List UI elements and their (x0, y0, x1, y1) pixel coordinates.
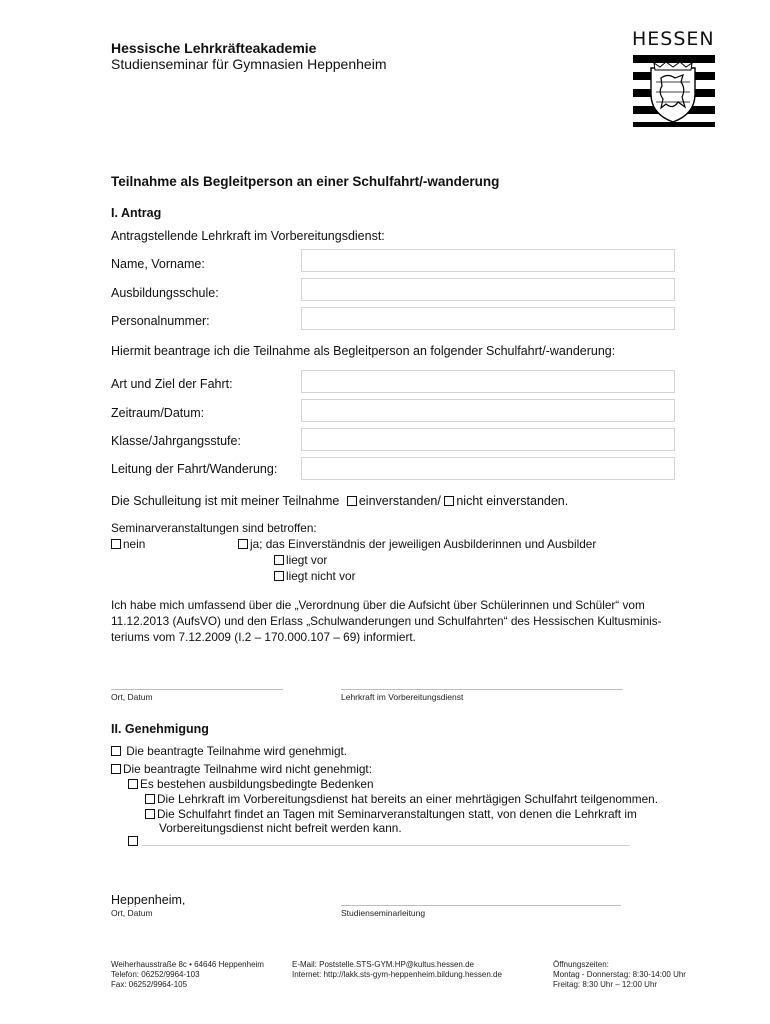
footer-hours (553, 960, 686, 990)
consent-yes-checkbox[interactable] (347, 496, 357, 506)
period-label: Zeitraum/Datum: (111, 406, 205, 420)
footer-address (111, 960, 264, 990)
request-text: Hiermit beantrage ich die Teilnahme als Begleitperson an folgender Schulfahrt/-wanderung: (111, 344, 616, 358)
not-approved-checkbox[interactable] (111, 764, 121, 774)
seminar-days-option (145, 807, 637, 822)
not-approved-option (111, 762, 372, 777)
liegt-nicht-vor-option (274, 569, 356, 584)
form-title: Teilnahme als Begleitperson an einer Schulfahrt/-wanderung (111, 174, 500, 189)
hessen-logo-text: HESSEN (632, 28, 715, 50)
org-name: Hessische Lehrkräfteakademie (111, 40, 317, 56)
footer-hours-title: Öffnungszeiten: (553, 960, 609, 969)
approval-place-date-line[interactable] (111, 905, 283, 906)
other-reason-option (128, 834, 140, 849)
trip-destination-input[interactable] (301, 370, 675, 393)
footer-email[interactable]: E-Mail: Poststelle.STS-GYM.HP@kultus.hessen.de (292, 960, 474, 969)
approved-option (111, 744, 347, 759)
personnel-number-input[interactable] (301, 307, 675, 330)
place-date-caption: Ort, Datum (111, 692, 153, 702)
class-label: Klasse/Jahrgangsstufe: (111, 434, 241, 448)
statement-line-3: teriums vom 7.12.2009 (I.2 – 170.000.107 – 69) informiert. (111, 630, 416, 644)
other-reason-line[interactable] (142, 845, 630, 846)
section-2-heading: II. Genehmigung (111, 722, 209, 736)
consent-no-label: nicht einverstanden. (456, 494, 569, 508)
footer-website[interactable]: Internet: http://lakk.sts-gym-heppenheim.bildung.hessen.de (292, 970, 502, 979)
not-approved-label: Die beantragte Teilnahme wird nicht genehmigt: (123, 762, 372, 776)
consent-prefix: Die Schulleitung ist mit meiner Teilnahme (111, 494, 340, 508)
other-reason-checkbox[interactable] (128, 836, 138, 846)
consent-no-checkbox[interactable] (444, 496, 454, 506)
seminar-ja-option (238, 537, 596, 552)
liegt-vor-label: liegt vor (286, 553, 328, 567)
consent-yes-label: einverstanden/ (358, 494, 441, 508)
seminar-nein-checkbox[interactable] (111, 539, 121, 549)
seminar-leader-caption: Studienseminarleitung (341, 908, 426, 918)
footer-address-line: Weiherhausstraße 8c • 64646 Heppenheim (111, 960, 264, 969)
org-subtitle: Studienseminar für Gymnasien Heppenheim (111, 56, 387, 72)
liegt-nicht-vor-label: liegt nicht vor (286, 569, 356, 583)
seminar-days-checkbox[interactable] (145, 809, 155, 819)
teacher-signature-line[interactable] (341, 689, 623, 690)
already-participated-option (145, 792, 658, 807)
footer-phone: Telefon: 06252/9964-103 (111, 970, 200, 979)
concerns-checkbox[interactable] (128, 779, 138, 789)
seminar-ja-checkbox[interactable] (238, 539, 248, 549)
class-input[interactable] (301, 428, 675, 451)
footer-fax: Fax: 06252/9964-105 (111, 980, 188, 989)
name-label: Name, Vorname: (111, 257, 205, 271)
statement-line-2: 11.12.2013 (AufsVO) und den Erlass „Schulwanderungen und Schulfahrten“ des Hessischen Kultusminis- (111, 614, 662, 628)
name-input[interactable] (301, 249, 675, 272)
seminar-ja-label: ja; das Einverständnis der jeweiligen Ausbilderinnen und Ausbilder (250, 537, 597, 551)
footer-hours-mon-thu: Montag - Donnerstag: 8:30-14:00 Uhr (553, 970, 686, 979)
teacher-signature-caption: Lehrkraft im Vorbereitungsdienst (341, 692, 464, 702)
approval-place-date-caption: Ort, Datum (111, 908, 153, 918)
seminar-label: Seminarveranstaltungen sind betroffen: (111, 521, 317, 535)
trip-leader-label: Leitung der Fahrt/Wanderung: (111, 462, 278, 476)
applicant-intro: Antragstellende Lehrkraft im Vorbereitungsdienst: (111, 229, 385, 243)
concerns-option (128, 777, 374, 792)
school-input[interactable] (301, 278, 675, 301)
footer-hours-fri: Freitag: 8:30 Uhr – 12:00 Uhr (553, 980, 658, 989)
personnel-number-label: Personalnummer: (111, 314, 210, 328)
trip-destination-label: Art und Ziel der Fahrt: (111, 377, 233, 391)
statement-line-1: Ich habe mich umfassend über die „Verordnung über die Aufsicht über Schülerinnen und Schüler“ vom (111, 598, 645, 612)
period-input[interactable] (301, 399, 675, 422)
place-date-signature-line[interactable] (111, 689, 283, 690)
already-participated-checkbox[interactable] (145, 794, 155, 804)
seminar-days-label-1: Die Schulfahrt findet an Tagen mit Seminarveranstaltungen statt, von denen die Lehrkraft im (157, 807, 637, 821)
concerns-label: Es bestehen ausbildungsbedingte Bedenken (140, 777, 374, 791)
seminar-leader-signature-line[interactable] (341, 905, 621, 906)
school-label: Ausbildungsschule: (111, 286, 219, 300)
approved-checkbox[interactable] (111, 746, 121, 756)
seminar-nein-label: nein (123, 537, 146, 551)
approved-label: Die beantragte Teilnahme wird genehmigt. (126, 744, 348, 758)
footer-contact (292, 960, 502, 980)
already-participated-label: Die Lehrkraft im Vorbereitungsdienst hat bereits an einer mehrtägigen Schulfahrt teilgenommen. (157, 792, 658, 806)
hessen-coat-of-arms-icon (648, 62, 698, 124)
signature-place: Heppenheim, (111, 893, 186, 907)
seminar-nein-option (111, 537, 145, 552)
consent-row (111, 494, 568, 509)
liegt-vor-option (274, 553, 327, 568)
seminar-days-label-2: Vorbereitungsdienst nicht befreit werden kann. (159, 821, 402, 835)
liegt-vor-checkbox[interactable] (274, 555, 284, 565)
section-1-heading: I. Antrag (111, 206, 162, 220)
liegt-nicht-vor-checkbox[interactable] (274, 571, 284, 581)
trip-leader-input[interactable] (301, 457, 675, 480)
